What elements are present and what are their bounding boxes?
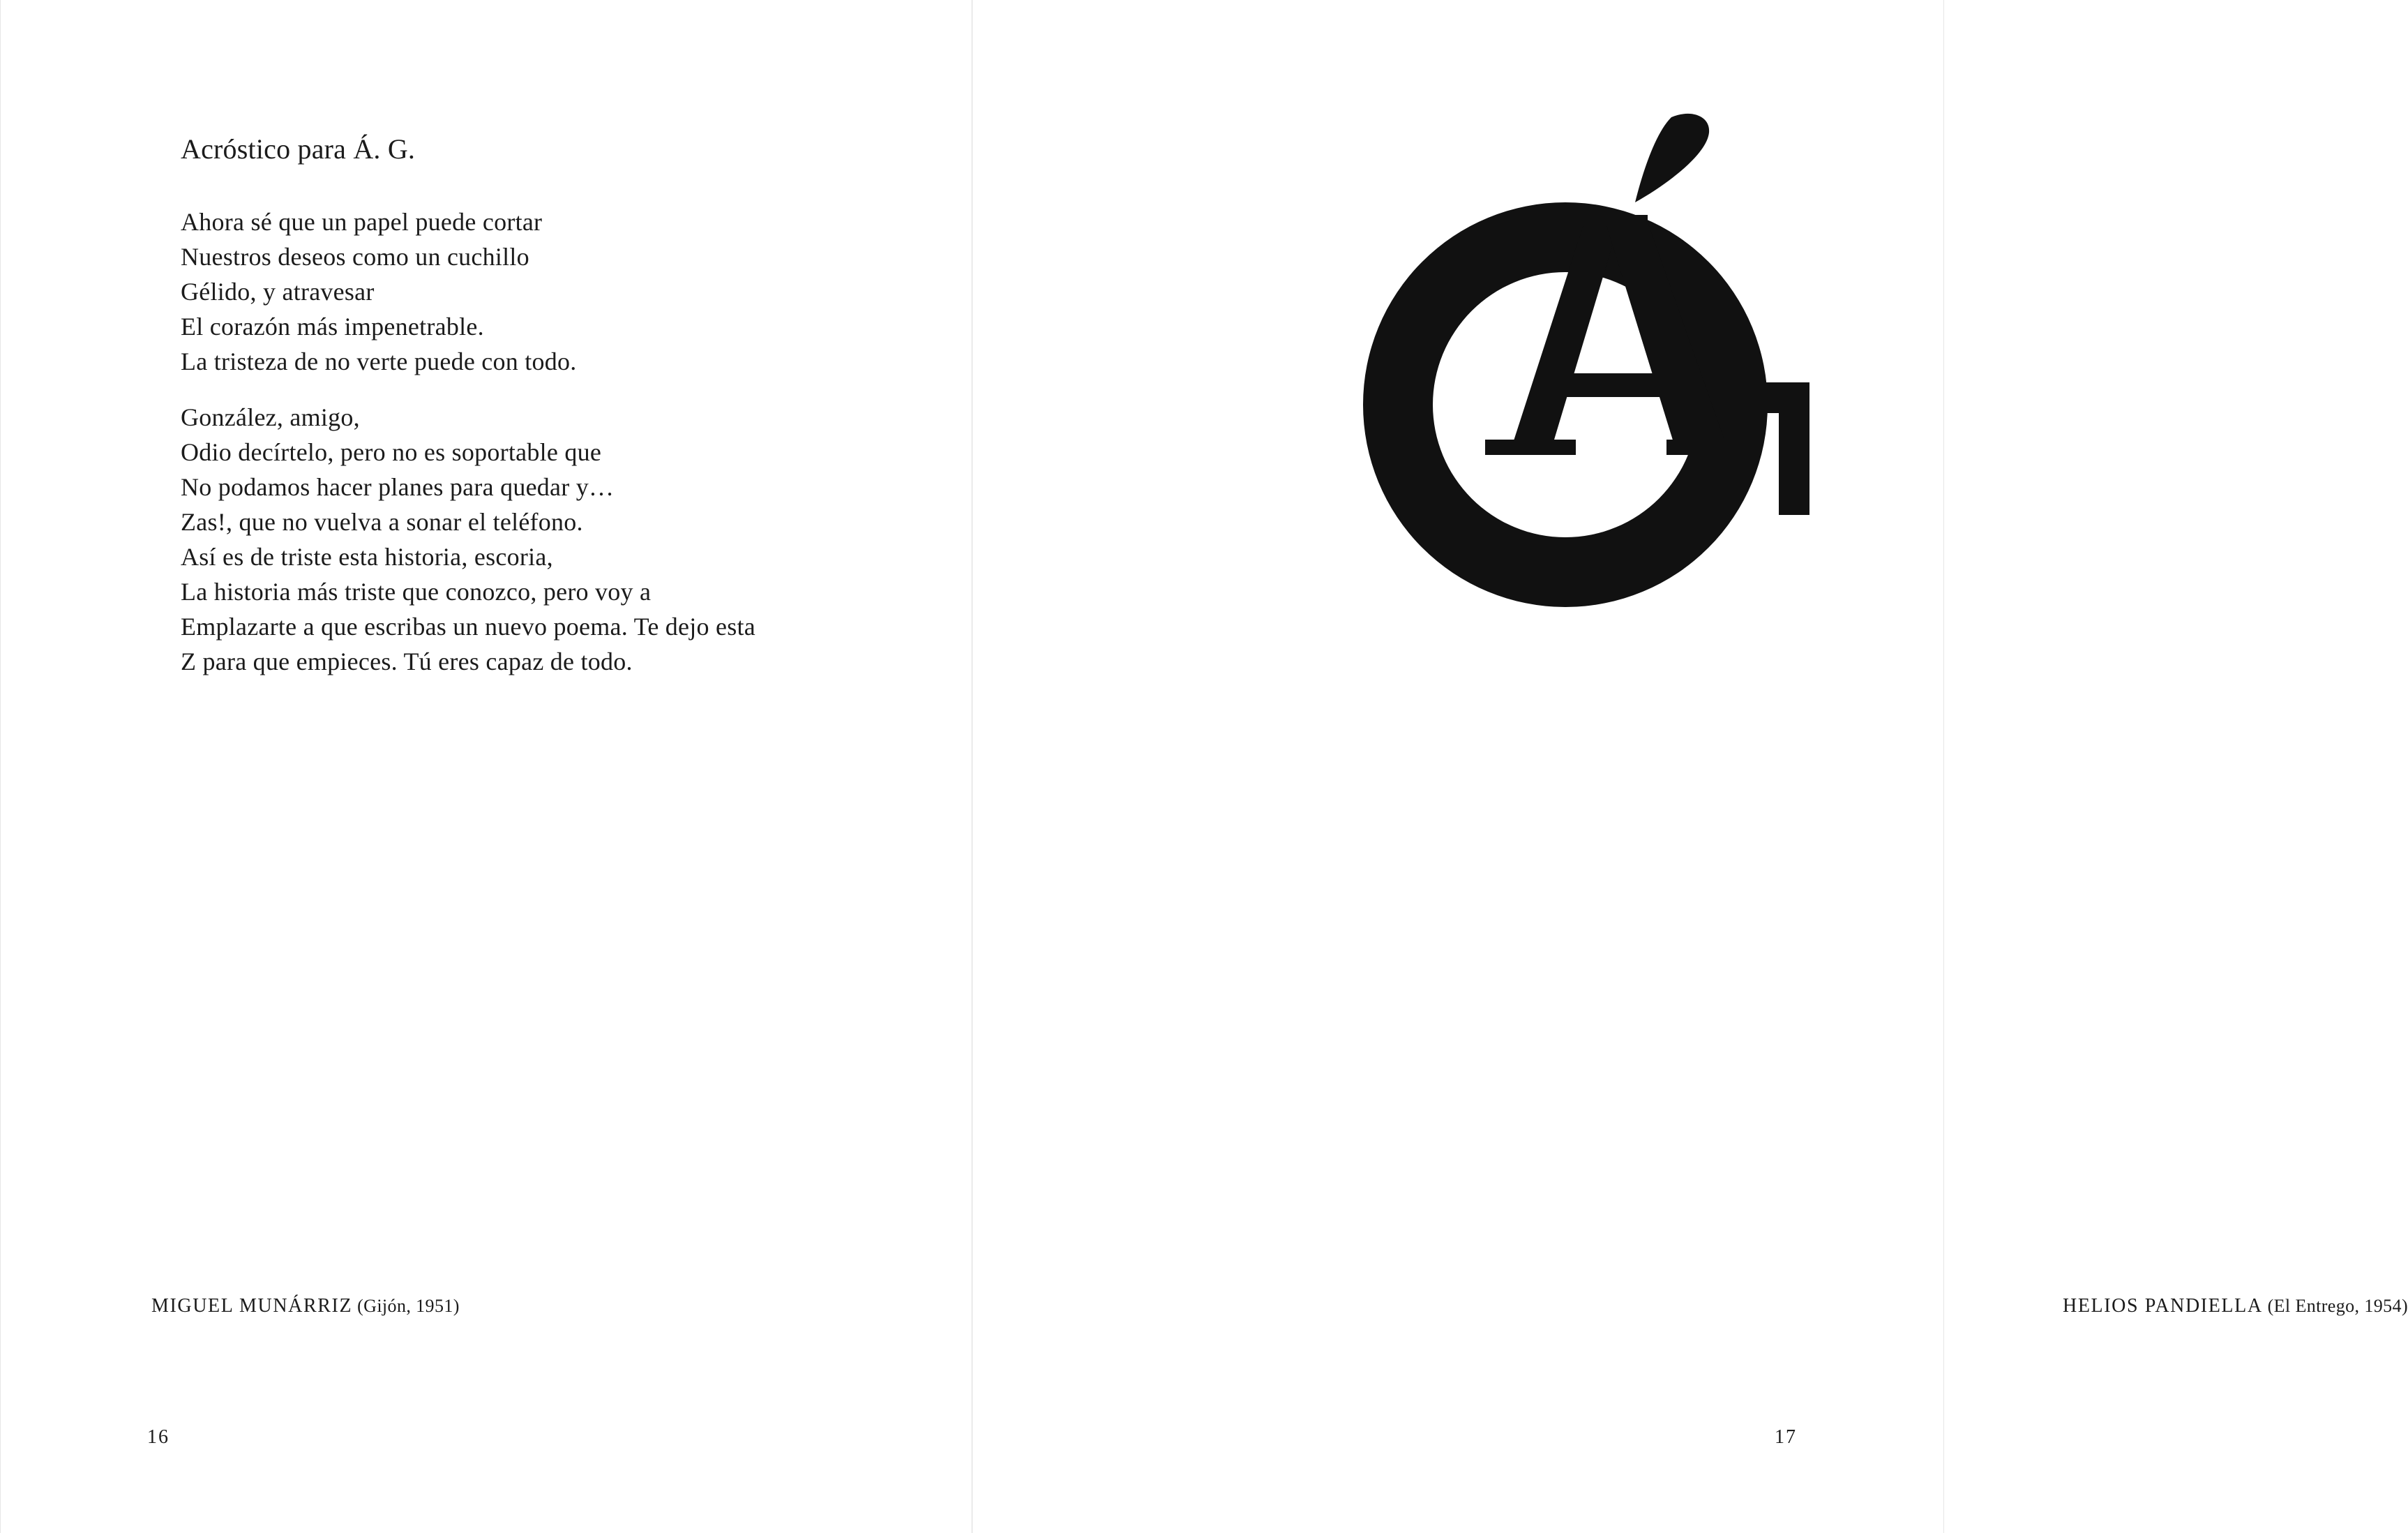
poem-stanza-1 bbox=[181, 204, 577, 379]
author-credit-right bbox=[2063, 1295, 2408, 1317]
poem-line: No podamos hacer planes para quedar y… bbox=[181, 473, 615, 501]
poem-line: Odio decírtelo, pero no es soportable que bbox=[181, 438, 602, 466]
poem-line: La tristeza de no verte puede con todo. bbox=[181, 347, 577, 375]
page-number-left: 16 bbox=[147, 1426, 170, 1448]
poem-line: Nuestros deseos como un cuchillo bbox=[181, 243, 529, 271]
poem-line: Emplazarte a que escribas un nuevo poema. Te dejo esta bbox=[181, 613, 755, 641]
page-number-right: 17 bbox=[1775, 1426, 1797, 1448]
author-name: MIGUEL MUNÁRRIZ bbox=[151, 1295, 353, 1317]
poem-line: Zas!, que no vuelva a sonar el teléfono. bbox=[181, 508, 583, 536]
poem-line: Así es de triste esta historia, escoria, bbox=[181, 543, 553, 571]
author-detail: (Gijón, 1951) bbox=[357, 1296, 460, 1316]
artist-name: HELIOS PANDIELLA bbox=[2063, 1295, 2263, 1317]
poem-stanza-2 bbox=[181, 400, 755, 679]
author-credit-left bbox=[151, 1295, 460, 1317]
poem-line: Gélido, y atravesar bbox=[181, 278, 375, 306]
poem-title: Acróstico para Á. G. bbox=[181, 133, 416, 165]
page-left bbox=[0, 0, 972, 1533]
poem-line: La historia más triste que conozco, pero voy a bbox=[181, 578, 652, 606]
page-right bbox=[972, 0, 2408, 1533]
poem-line: El corazón más impenetrable. bbox=[181, 313, 484, 341]
poem-line: Z para que empieces. Tú eres capaz de todo. bbox=[181, 648, 633, 675]
poem-line: González, amigo, bbox=[181, 403, 360, 431]
poem-line: Ahora sé que un papel puede cortar bbox=[181, 208, 543, 236]
artist-detail: (El Entrego, 1954) bbox=[2267, 1296, 2408, 1316]
monogram-a-g-artwork bbox=[972, 105, 1944, 684]
